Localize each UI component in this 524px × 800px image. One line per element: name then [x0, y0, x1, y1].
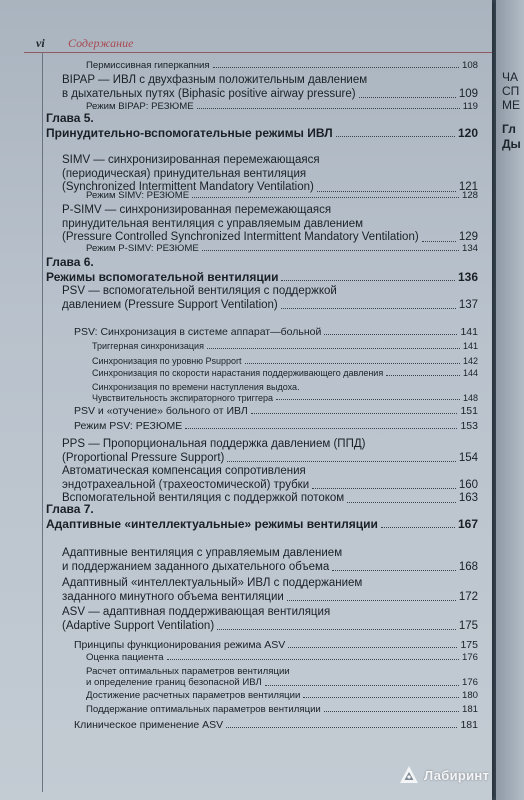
toc-entry-line: Синхронизация по времени наступления выдоха.	[92, 382, 300, 392]
toc-entry-line: давлением (Pressure Support Ventilation)	[62, 298, 278, 311]
toc-page-number: 175	[460, 639, 478, 651]
toc-entry-line: PSV: Синхронизация в системе аппарат—больной	[74, 326, 322, 338]
dot-leader	[227, 461, 455, 462]
facing-page-fragment: Ды	[502, 137, 521, 151]
toc-page-number: 142	[462, 356, 478, 366]
toc-entry[interactable]	[62, 492, 478, 506]
toc-entry-line: BIPAP — ИВЛ с двухфазным положительным давлением	[62, 74, 368, 86]
toc-page-number: 163	[458, 492, 478, 504]
dot-leader	[245, 363, 460, 364]
toc-entry-line: и определение границ безопасной ИВЛ	[86, 677, 262, 689]
toc-entry[interactable]	[62, 74, 478, 101]
facing-page-edge	[496, 0, 524, 800]
toc-entry-line: Режимы вспомогательной вентиляции	[46, 270, 279, 284]
toc-chapter-entry[interactable]	[46, 126, 478, 140]
toc-page-number: 154	[458, 451, 478, 464]
toc-entry[interactable]	[62, 285, 478, 312]
dot-leader	[281, 308, 456, 309]
toc-entry-line: Поддержание оптимальных параметров вентиляции	[86, 704, 321, 715]
toc-entry-line: Оценка пациента	[86, 652, 164, 663]
dot-leader	[324, 711, 459, 712]
toc-entry[interactable]	[86, 101, 478, 112]
toc-page-number: 181	[461, 704, 478, 715]
toc-entry-line: Принудительно-вспомогательные режимы ИВЛ	[46, 126, 333, 140]
dot-leader	[192, 197, 459, 198]
toc-page-number: 144	[462, 368, 478, 378]
toc-entry-line: (Adaptive Support Ventilation)	[62, 619, 215, 632]
toc-entry-line: Автоматическая компенсация сопротивления	[62, 465, 306, 477]
toc-entry-line: Вспомогательной вентиляция с поддержкой потоком	[62, 492, 345, 504]
toc-entry[interactable]	[62, 606, 478, 633]
toc-page-number: 160	[458, 478, 478, 491]
toc-entry-line: ASV — адаптивная поддерживающая вентиляция	[62, 606, 331, 618]
toc-entry-line: (Proportional Pressure Support)	[62, 451, 225, 464]
dot-leader	[312, 488, 456, 489]
toc-page-number: 120	[457, 126, 478, 140]
watermark-logo	[398, 764, 489, 786]
toc-entry[interactable]	[62, 154, 478, 195]
watermark-text: Лабиринт	[424, 767, 490, 783]
toc-entry-line: и поддержанием заданного дыхательного объема	[62, 560, 330, 573]
toc-entry-line: Режим BIPAP: РЕЗЮМЕ	[86, 101, 194, 112]
dot-leader	[226, 727, 457, 728]
dot-leader	[197, 108, 460, 109]
toc-entry[interactable]	[92, 368, 478, 379]
toc-entry-line: Пермиссивная гиперкапния	[86, 60, 210, 71]
toc-entry-line: Режим PSV: РЕЗЮМЕ	[74, 420, 183, 432]
toc-entry-line: заданного минутного объема вентиляции	[62, 590, 284, 603]
toc-entry[interactable]	[62, 465, 478, 492]
toc-page-number: 137	[458, 298, 478, 311]
toc-entry-line: P-SIMV — синхронизированная перемежающаяся	[62, 204, 332, 216]
chapter-label: Глава 7.	[46, 502, 94, 516]
toc-entry-line: Адаптивные «интеллектуальные» режимы вентиляции	[46, 517, 378, 531]
toc-entry-line: Расчет оптимальных параметров вентиляции	[86, 666, 290, 677]
dot-leader	[336, 136, 455, 137]
toc-entry-line: (периодическая) принудительная вентиляция	[62, 167, 307, 180]
toc-entry[interactable]	[62, 577, 478, 604]
dot-leader	[213, 67, 459, 68]
chapter-label: Глава 6.	[46, 255, 94, 269]
toc-entry-line: Триггерная синхронизация	[92, 341, 204, 351]
dot-leader	[287, 600, 456, 601]
toc-entry[interactable]	[74, 639, 478, 651]
facing-page-fragment: Гл	[502, 122, 516, 136]
toc-page-number: 141	[460, 326, 478, 338]
toc-page-number: 151	[460, 405, 478, 417]
dot-leader	[251, 413, 458, 414]
dot-leader	[202, 250, 459, 251]
toc-page-number: 168	[458, 560, 478, 573]
header-title: Содержание	[68, 36, 134, 50]
toc-entry-line: Чувствительность экспираторного триггера	[92, 392, 274, 403]
toc-entry[interactable]	[74, 420, 478, 432]
toc-page-number: 128	[461, 190, 478, 201]
toc-page-number: 119	[462, 101, 478, 112]
toc-entry[interactable]	[92, 341, 478, 352]
toc-entry-line: Достижение расчетных параметров вентиляции	[86, 690, 301, 701]
toc-entry-line: Адаптивные вентиляция с управляемым давлением	[62, 547, 343, 559]
dot-leader	[281, 280, 455, 281]
toc-entry[interactable]	[74, 719, 478, 731]
toc-entry-line: (Pressure Controlled Synchronized Intermittent Mandatory Ventilation)	[62, 231, 419, 244]
dot-leader	[276, 399, 460, 400]
toc-entry[interactable]	[86, 243, 478, 254]
facing-page-fragment: ЧА	[502, 70, 519, 84]
toc-entry[interactable]	[74, 405, 478, 417]
toc-entry-line: эндотрахеальной (трахеостомической) трубки	[62, 478, 310, 491]
toc-entry[interactable]	[86, 652, 478, 663]
toc-page-number: 108	[461, 60, 478, 71]
dot-leader	[347, 502, 456, 503]
toc-entry-line: Клиническое применение ASV	[74, 719, 224, 731]
toc-entry[interactable]	[92, 356, 478, 367]
toc-page-number: 121	[458, 181, 478, 194]
toc-entry[interactable]	[86, 690, 478, 701]
toc-page-number: 153	[460, 420, 478, 432]
toc-entry-line: Режим SIMV: РЕЗЮМЕ	[86, 190, 190, 201]
header-page-number: vi	[36, 36, 45, 50]
toc-chapter-entry[interactable]	[46, 517, 478, 531]
toc-page-number: 141	[462, 341, 478, 351]
toc-page-number: 180	[461, 690, 478, 701]
labirint-logo-icon	[398, 764, 420, 786]
dot-leader	[324, 334, 457, 335]
toc-entry-line: PPS — Пропорциональная поддержка давлением (ППД)	[62, 438, 366, 450]
dot-leader	[332, 570, 455, 571]
toc-entry[interactable]	[92, 382, 478, 403]
toc-page-number: 148	[462, 392, 478, 403]
facing-page-fragment: СП	[502, 84, 520, 98]
toc-chapter-entry[interactable]	[46, 270, 478, 284]
chapter-label: Глава 5.	[46, 111, 94, 125]
dot-leader	[265, 685, 459, 686]
toc-page-number: 176	[461, 652, 478, 663]
toc-entry[interactable]	[86, 190, 478, 201]
toc-page-number: 129	[458, 231, 478, 244]
dot-leader	[422, 241, 456, 242]
toc-page-number: 109	[458, 87, 478, 100]
dot-leader	[185, 428, 457, 429]
toc-entry-line: SIMV — синхронизированная перемежающаяся	[62, 154, 320, 166]
facing-page-fragment: МЕ	[502, 98, 520, 112]
toc-entry[interactable]	[74, 326, 478, 338]
toc-page-number: 167	[457, 517, 478, 531]
toc-page-number: 136	[457, 270, 478, 284]
toc-entry-line: Адаптивный «интеллектуальный» ИВЛ с поддержанием	[62, 577, 363, 589]
toc-entry-line: принудительная вентиляция с управляемым давлением	[62, 217, 364, 230]
toc-entry-line: Режим P-SIMV: РЕЗЮМЕ	[86, 243, 199, 254]
dot-leader	[381, 527, 455, 528]
toc-entry-line: PSV и «отучение» больного от ИВЛ	[74, 405, 248, 417]
toc-entry-line: PSV — вспомогательной вентиляция с поддержкой	[62, 285, 337, 297]
toc-page-number: 176	[461, 677, 478, 689]
dot-leader	[167, 659, 459, 660]
toc-entry[interactable]	[62, 547, 478, 574]
toc-entry[interactable]	[62, 438, 478, 465]
toc-entry[interactable]	[86, 704, 478, 715]
toc-entry[interactable]	[86, 666, 478, 689]
toc-entry[interactable]	[62, 204, 478, 245]
toc-page-number: 181	[460, 719, 478, 731]
toc-entry[interactable]	[86, 60, 478, 71]
toc-page-number: 175	[458, 619, 478, 632]
dot-leader	[207, 348, 460, 349]
dot-leader	[359, 97, 456, 98]
toc-entry-line: Принципы функционирования режима ASV	[74, 639, 286, 651]
dot-leader	[386, 375, 460, 376]
dot-leader	[303, 697, 459, 698]
toc-entry-line: в дыхательных путях (Biphasic positive airway pressure)	[62, 87, 356, 100]
toc-entry-line: Синхронизация по уровню Psupport	[92, 356, 242, 366]
dot-leader	[288, 647, 457, 648]
toc-page-number: 134	[461, 243, 478, 254]
toc-entry-line: Синхронизация по скорости нарастания поддерживающего давления	[92, 368, 384, 378]
dot-leader	[217, 629, 456, 630]
toc-page-number: 172	[458, 590, 478, 603]
toc-entry-line: (Synchronized Intermittent Mandatory Ventilation)	[62, 181, 314, 194]
